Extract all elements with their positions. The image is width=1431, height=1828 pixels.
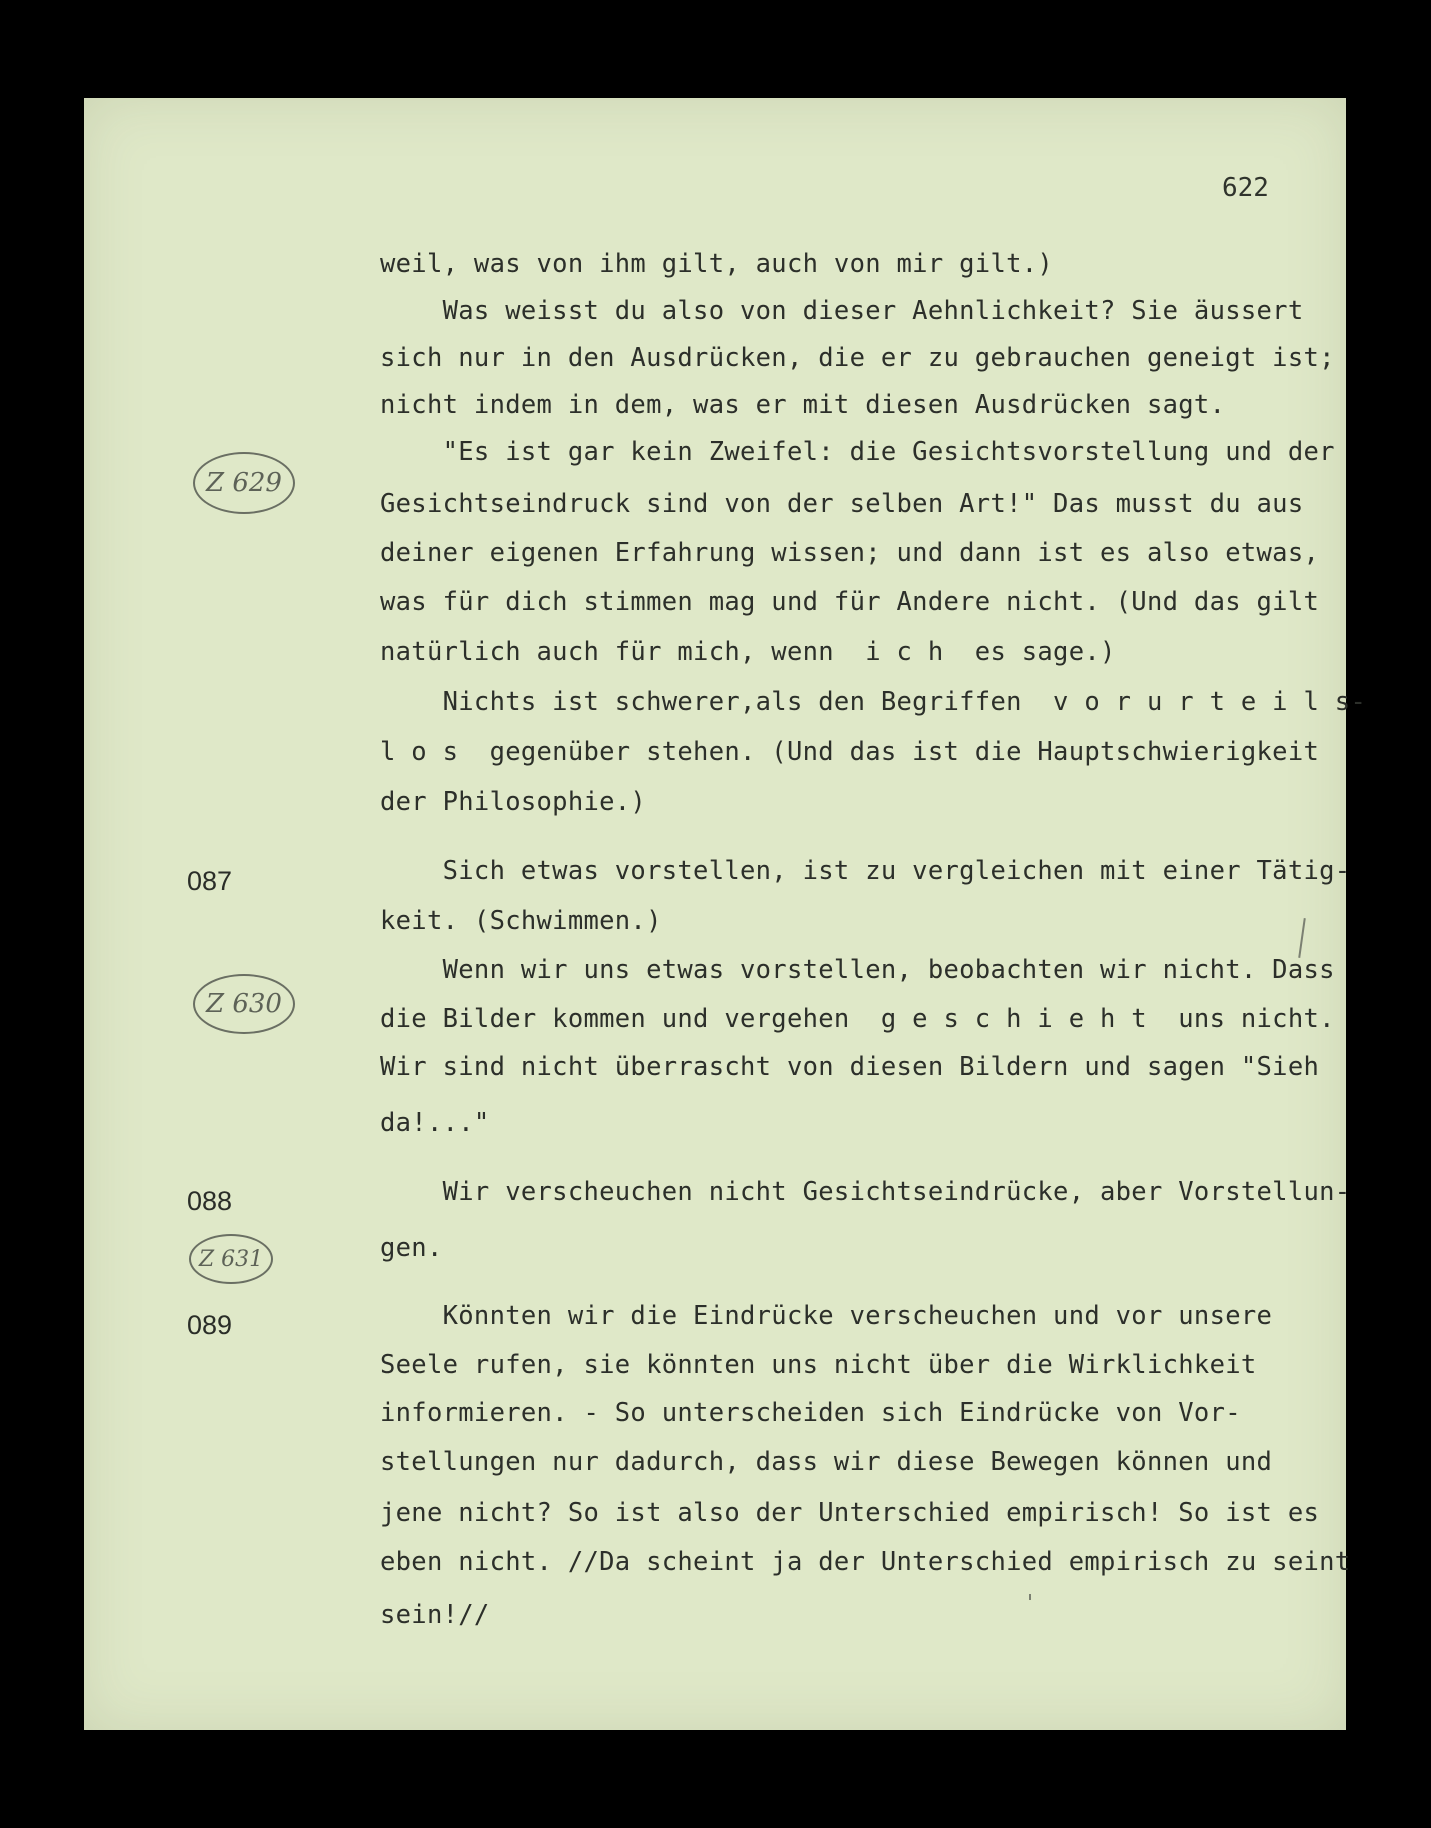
text-line: natürlich auch für mich, wenn i c h es sage.)	[380, 637, 1116, 667]
text-line: Könnten wir die Eindrücke verscheuchen und vor unsere	[380, 1301, 1273, 1331]
text-line: was für dich stimmen mag und für Andere nicht. (Und das gilt	[380, 587, 1320, 617]
text-line: Gesichtseindruck sind von der selben Art!" Das musst du aus	[380, 489, 1304, 519]
text-line: Was weisst du also von dieser Aehnlichkeit? Sie äussert	[380, 296, 1304, 326]
text-line: der Philosophie.)	[380, 787, 647, 817]
text-line: weil, was von ihm gilt, auch von mir gilt.)	[380, 249, 1054, 279]
text-line: "Es ist gar kein Zweifel: die Gesichtsvorstellung und der	[380, 437, 1335, 467]
text-line: Nichts ist schwerer,als den Begriffen v o r u r t e i l s-	[380, 687, 1367, 717]
archive-stamp: Z 631	[189, 1234, 273, 1284]
text-line: keit. (Schwimmen.)	[380, 906, 662, 936]
text-line: Wir sind nicht überrascht von diesen Bildern und sagen "Sieh	[380, 1052, 1320, 1082]
margin-number: 087	[187, 866, 233, 896]
text-line: nicht indem in dem, was er mit diesen Ausdrücken sagt.	[380, 390, 1226, 420]
margin-number: 088	[187, 1186, 233, 1216]
text-line: Wenn wir uns etwas vorstellen, beobachten wir nicht. Dass	[380, 955, 1335, 985]
pencil-mark	[1029, 1594, 1031, 1600]
archive-stamp: Z 630	[193, 974, 295, 1034]
text-line: gen.	[380, 1233, 443, 1263]
text-line: Wir verscheuchen nicht Gesichtseindrücke, aber Vorstellun-	[380, 1177, 1351, 1207]
text-line: informieren. - So unterscheiden sich Eindrücke von Vor-	[380, 1398, 1241, 1428]
page-number: 622	[1222, 173, 1269, 203]
text-line: stellungen nur dadurch, dass wir diese Bewegen können und	[380, 1447, 1273, 1477]
text-line: Sich etwas vorstellen, ist zu vergleichen mit einer Tätig-	[380, 856, 1351, 886]
archive-stamp: Z 629	[193, 452, 295, 514]
text-line: die Bilder kommen und vergehen g e s c h i e h t uns nicht.	[380, 1004, 1335, 1034]
text-line: deiner eigenen Erfahrung wissen; und dann ist es also etwas,	[380, 538, 1320, 568]
text-line: l o s gegenüber stehen. (Und das ist die Hauptschwierigkeit	[380, 737, 1320, 767]
text-line: sich nur in den Ausdrücken, die er zu gebrauchen geneigt ist;	[380, 343, 1335, 373]
text-line: sein!//	[380, 1600, 490, 1630]
text-line: eben nicht. //Da scheint ja der Unterschied empirisch zu seint	[380, 1547, 1351, 1577]
text-line: da!..."	[380, 1108, 490, 1138]
text-line: jene nicht? So ist also der Unterschied empirisch! So ist es	[380, 1498, 1320, 1528]
margin-number: 089	[187, 1310, 233, 1340]
text-line: Seele rufen, sie könnten uns nicht über die Wirklichkeit	[380, 1350, 1257, 1380]
